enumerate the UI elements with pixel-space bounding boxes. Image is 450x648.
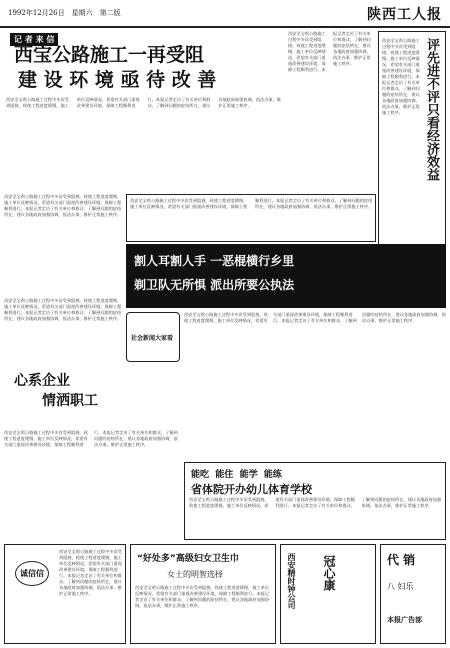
left-lower-body: 西安至宝鸡公路施工过程中多次受到阻挠，致使工程进度缓慢，施工单位反映情况，希望有关部门重视改善建设环境，保障工程顺利进行。本报记者走访了有关单位和群众，了解到问题的症结所在，建议各地政府加强协调，依法办事，维护正常施工秩序。 [4,298,122,321]
column-item-3: 能学 [239,470,258,480]
ad-mid [130,544,276,644]
right-column-body: 西安至宝鸡公路施工过程中多次受到阻挠，致使工程进度缓慢，施工单位反映情况，希望有关部门重视改善建设环境，保障工程顺利进行。本报记者走访了有关单位和群众，了解到问题的症结所在，建议各地政府加强协调，依法办事，维护正常施工秩序。 [288,31,371,72]
left-column-mid: 西安至宝鸡公路施工过程中多次受到阻挠，致使工程进度缓慢，施工单位反映情况，希望有关部门重视改善建设环境，保障工程顺利进行。本报记者走访了有关单位和群众，了解到问题的症结所在，建议各地政府加强协调，依法办事，维护正常施工秩序。 [4,194,122,217]
column-headline: 省体院开办幼儿体育学校 [191,483,312,496]
left-bottom-body: 西安至宝鸡公路施工过程中多次受到阻挠，致使工程进度缓慢，施工单位反映情况，希望有关部门重视改善建设环境，保障工程顺利进行。本报记者走访了有关单位和群众，了解到问题的症结所在，建议各地政府加强协调，依法办事，维护正常施工秩序。 [4,430,178,447]
far-right-note: 本报广告部 [387,615,422,624]
story2-body: 西安至宝鸡公路施工过程中多次受到阻挠，致使工程进度缓慢，施工单位反映情况，希望有关部门重视改善建设环境，保障工程顺利进行。本报记者走访了有关单位和群众，了解到问题的症结所在，建议各地政府加强协调，依法办事，维护正常施工秩序。 [184,312,446,323]
column-item-4: 能练 [263,470,282,480]
far-right-title: 代 销 [387,553,416,567]
commentary-body: 西安至宝鸡公路施工过程中多次受到阻挠，致使工程进度缓慢，施工单位反映情况，希望有关部门重视改善建设环境，保障工程顺利进行。本报记者走访了有关单位和群众，了解到问题的症结所在，建议各地政府加强协调，依法办事，维护正常施工秩序。 [382,38,420,115]
mid-title-b: 情洒职工 [42,393,98,409]
column-item-1: 能吃 [191,470,210,480]
story2-headline-1: 割人耳割人手 一恶棍横行乡里 [134,254,295,268]
lead-article [4,31,286,191]
ad-left-body: 西安至宝鸡公路施工过程中多次受到阻挠，致使工程进度缓慢，施工单位反映情况，希望有关部门重视改善建设环境，保障工程顺利进行。本报记者走访了有关单位和群众，了解到问题的症结所在，建议各地政府加强协调，依法办事，维护正常施工秩序。 [59,549,122,596]
mid-ad-subtitle: 女士的明智选择 [167,570,223,579]
column-feature [184,462,446,540]
ad-left [4,544,126,644]
section-tag: 记 者 来 信 [10,33,58,46]
right-ad-b: 冠心康 [322,555,336,591]
lead-headline-2: 建 设 环 境 亟 待 改 善 [18,69,217,91]
issue-date: 1992年12月26日 星期六 第二版 [8,9,121,17]
paper-name: 陕西工人报 [367,7,442,23]
boxed-note [126,194,376,242]
commentary-title: 评先进不评只看经济效益 [424,38,439,181]
column-item-2: 能住 [215,470,234,480]
far-right-sub: 八 妇乐 [387,582,414,591]
column-items [191,467,282,480]
boxed-note-text: 西安至宝鸡公路施工过程中多次受到阻挠，致使工程进度缓慢，施工单位反映情况，希望有关部门重视改善建设环境，保障工程顺利进行。本报记者走访了有关单位和群众，了解到问题的症结所在，建议各地政府加强协调，依法办事，维护正常施工秩序。 [130,198,373,209]
ad-far-right [380,544,446,644]
mid-title-a: 心系企业 [14,373,70,389]
ad-right [280,544,376,644]
story2-headline-block [126,244,446,308]
side-commentary [378,31,446,261]
story2-headline-2: 剃卫队无所惧 派出所要公执法 [134,278,295,292]
lead-headline-1: 西宝公路施工一再受阻 [14,44,205,66]
news-banner [126,312,180,362]
mid-ad-body: 西安至宝鸡公路施工过程中多次受到阻挠，致使工程进度缓慢，施工单位反映情况，希望有关部门重视改善建设环境，保障工程顺利进行。本报记者走访了有关单位和群众，了解到问题的症结所在，建议各地政府加强协调，依法办事，维护正常施工秩序。 [135,585,270,608]
lead-body: 西安至宝鸡公路施工过程中多次受到阻挠，致使工程进度缓慢，施工单位反映情况，希望有关部门重视改善建设环境，保障工程顺利进行。本报记者走访了有关单位和群众，了解到问题的症结所在，建议各地政府加强协调，依法办事，维护正常施工秩序。 [6,97,282,108]
column-body: 西安至宝鸡公路施工过程中多次受到阻挠，致使工程进度缓慢，施工单位反映情况，希望有关部门重视改善建设环境，保障工程顺利进行。本报记者走访了有关单位和群众，了解到问题的症结所在，建议各地政府加强协调，依法办事，维护正常施工秩序。 [189,497,442,508]
stamp-text: 诚信信 [15,561,49,586]
page-header [0,0,450,28]
mid-ad-title: “好处多”高级妇女卫生巾 [137,554,239,564]
banner-label: 社会新闻大家看 [131,335,174,342]
right-ad-a: 西安精时钟公司 [287,553,297,609]
mid-section-heading [14,366,134,426]
